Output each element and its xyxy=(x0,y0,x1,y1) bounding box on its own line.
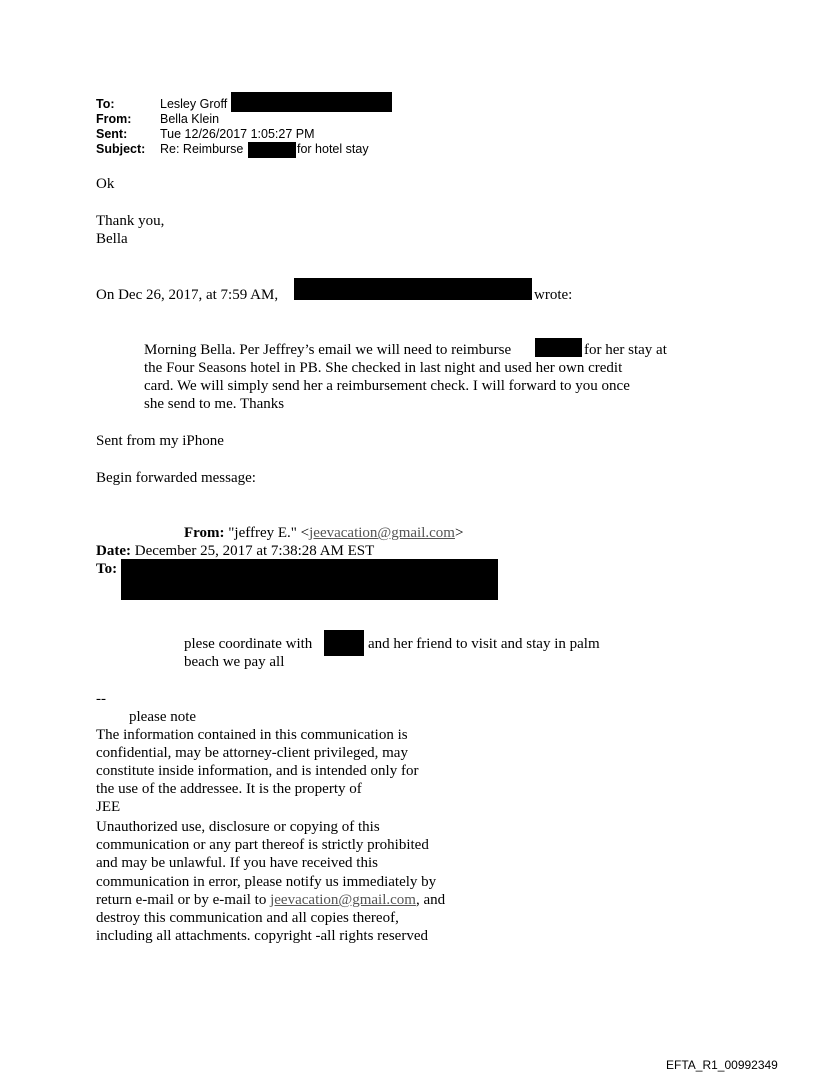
disclaimer-line: constitute inside information, and is intended only for xyxy=(96,763,419,779)
redaction-box xyxy=(248,142,296,158)
subject-label: Subject: xyxy=(96,142,146,156)
disclaimer-line: and may be unlawful. If you have received this xyxy=(96,855,378,871)
to-value: Lesley Groff xyxy=(160,97,228,111)
disclaimer-line: including all attachments. copyright -all rights reserved xyxy=(96,928,428,944)
sent-from-line: Sent from my iPhone xyxy=(96,433,224,449)
forward-label: Begin forwarded message: xyxy=(96,470,256,486)
quote-intro-prefix: On Dec 26, 2017, at 7:59 AM, xyxy=(96,287,279,303)
disclaimer-line: the use of the addressee. It is the property of xyxy=(96,781,362,797)
disclaimer-line: The information contained in this communication is xyxy=(96,727,408,743)
disclaimer-email-prefix: return e-mail or by e-mail to xyxy=(96,892,271,908)
to-label: To: xyxy=(96,97,115,111)
forwarded-to-label: To: xyxy=(96,561,118,577)
quoted-line: for her stay at xyxy=(584,342,667,358)
forwarded-date-value: December 25, 2017 at 7:38:28 AM EST xyxy=(134,543,375,559)
quoted-line: card. We will simply send her a reimbursement check. I will forward to you once xyxy=(144,378,630,394)
forward-body-line: plese coordinate with xyxy=(184,636,313,652)
from-label: From: xyxy=(96,112,132,126)
disclaimer-line: communication in error, please notify us immediately by xyxy=(96,874,437,890)
forwarded-from-close: > xyxy=(454,525,464,541)
document-id: EFTA_R1_00992349 xyxy=(666,1058,778,1072)
forwarded-date-label: Date: xyxy=(96,543,131,559)
quoted-line: the Four Seasons hotel in PB. She checked in last night and used her own credit xyxy=(144,360,623,376)
disclaimer-email-line xyxy=(96,891,445,909)
subject-value-end: for hotel stay xyxy=(297,142,369,156)
reply-line: Thank you, xyxy=(96,213,165,229)
forwarded-from-label: From: xyxy=(184,525,225,541)
sent-label: Sent: xyxy=(96,127,128,141)
from-value: Bella Klein xyxy=(160,112,220,126)
quote-intro-suffix: wrote: xyxy=(534,287,573,303)
forwarded-from-line xyxy=(184,524,463,542)
disclaimer-line: destroy this communication and all copies thereof, xyxy=(96,910,399,926)
redaction-box xyxy=(324,630,364,656)
subject-value-start: Re: Reimburse xyxy=(160,142,244,156)
reply-line: Bella xyxy=(96,231,128,247)
redaction-box xyxy=(294,278,532,300)
signature-dashes: -- xyxy=(96,691,106,707)
quoted-line: Morning Bella. Per Jeffrey’s email we will need to reimburse xyxy=(144,342,512,358)
forwarded-date-line xyxy=(96,542,374,560)
disclaimer-email-suffix: , and xyxy=(415,892,446,908)
disclaimer-line: JEE xyxy=(96,799,121,815)
disclaimer-line: confidential, may be attorney-client privileged, may xyxy=(96,745,408,761)
disclaimer-line: Unauthorized use, disclosure or copying of this xyxy=(96,819,380,835)
redaction-box xyxy=(121,559,498,600)
sent-value: Tue 12/26/2017 1:05:27 PM xyxy=(160,127,315,141)
quoted-line: she send to me. Thanks xyxy=(144,396,285,412)
sender-email-link[interactable]: jeevacation@gmail.com xyxy=(309,525,455,541)
forward-body-line: and her friend to visit and stay in palm xyxy=(368,636,600,652)
forward-body-line: beach we pay all xyxy=(184,654,285,670)
disclaimer-email-link[interactable]: jeevacation@gmail.com xyxy=(270,892,416,908)
disclaimer-line: communication or any part thereof is strictly prohibited xyxy=(96,837,429,853)
redaction-box xyxy=(535,338,582,357)
redaction-box xyxy=(231,92,392,112)
forwarded-from-value: "jeffrey E." < xyxy=(228,525,310,541)
reply-line: Ok xyxy=(96,176,115,192)
signature-note: please note xyxy=(129,709,197,725)
